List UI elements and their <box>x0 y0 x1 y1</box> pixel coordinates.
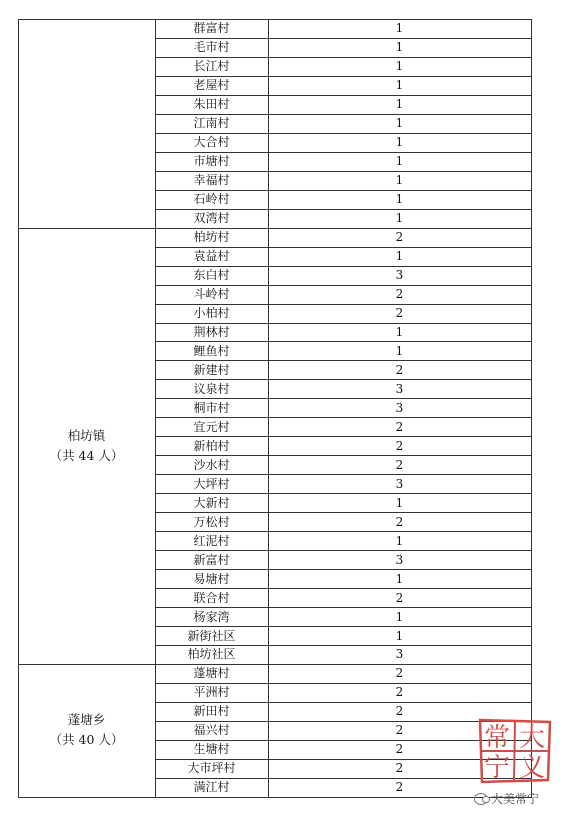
village-name-cell: 小柏村 <box>193 306 230 321</box>
village-name-cell: 大市坪村 <box>187 761 236 776</box>
village-count-cell: 1 <box>395 116 404 131</box>
village-name-cell: 新田村 <box>193 704 230 719</box>
svg-text:大: 大 <box>518 723 546 753</box>
village-count-cell: 2 <box>395 230 404 245</box>
village-name-cell: 易塘村 <box>193 571 230 586</box>
village-count-cell: 2 <box>395 457 404 472</box>
table-border-bottom <box>18 797 532 798</box>
village-name-cell: 石岭村 <box>193 192 230 207</box>
village-count-cell: 2 <box>395 514 404 529</box>
village-count-cell: 1 <box>395 211 404 226</box>
village-name-cell: 长江村 <box>193 59 230 74</box>
village-name-cell: 大合村 <box>193 135 230 150</box>
village-count-cell: 1 <box>395 135 404 150</box>
village-count-cell: 1 <box>395 40 404 55</box>
town-cell <box>18 664 155 797</box>
watermark <box>474 790 539 807</box>
village-count-cell: 1 <box>395 533 404 548</box>
seal-logo <box>474 716 556 786</box>
village-count-cell: 1 <box>395 173 404 188</box>
village-count-cell: 1 <box>395 325 404 339</box>
village-count-cell: 2 <box>395 287 404 302</box>
village-name-cell: 议泉村 <box>193 381 230 396</box>
village-count-cell: 2 <box>395 685 404 700</box>
village-count-cell: 3 <box>395 476 404 491</box>
village-count-cell: 2 <box>395 761 404 776</box>
village-count-cell: 2 <box>395 704 404 719</box>
town-count: （共 44 人） <box>49 447 124 463</box>
village-count-cell: 1 <box>395 249 404 264</box>
village-name-cell: 蓬塘村 <box>193 666 230 681</box>
wechat-icon <box>474 793 488 805</box>
svg-text:常: 常 <box>483 723 511 753</box>
village-count-cell: 1 <box>395 192 404 207</box>
village-name-cell: 红泥村 <box>193 533 230 548</box>
village-name-cell: 福兴村 <box>193 723 230 738</box>
village-count-cell: 1 <box>395 609 404 624</box>
town-cell <box>18 19 155 228</box>
village-name-cell: 平洲村 <box>193 685 230 700</box>
village-count-cell: 3 <box>395 552 404 567</box>
village-count-cell: 2 <box>395 590 404 605</box>
village-name-cell: 幸福村 <box>193 173 230 188</box>
village-name-cell: 袁益村 <box>193 249 230 264</box>
village-count-cell: 1 <box>395 495 404 510</box>
village-name-cell: 鲤鱼村 <box>193 343 230 358</box>
village-name-cell: 宜元村 <box>193 419 230 434</box>
village-count-cell: 2 <box>395 438 404 453</box>
town-name: 柏坊镇 <box>67 427 106 443</box>
town-count: （共 40 人） <box>49 732 124 748</box>
village-name-cell: 老屋村 <box>193 78 230 93</box>
village-count-cell: 2 <box>395 666 404 681</box>
village-name-cell: 满江村 <box>193 780 230 795</box>
village-count-cell: 1 <box>395 154 404 169</box>
village-name-cell: 新富村 <box>193 552 230 567</box>
village-count-cell: 3 <box>395 268 404 283</box>
village-name-cell: 荆林村 <box>193 325 230 339</box>
village-name-cell: 新街社区 <box>187 628 236 643</box>
village-name-cell: 双湾村 <box>193 211 230 226</box>
village-count-cell: 2 <box>395 362 404 377</box>
village-count-cell: 1 <box>395 97 404 112</box>
table-border-right <box>531 19 532 797</box>
village-name-cell: 市塘村 <box>193 154 230 169</box>
village-name-cell: 群富村 <box>193 21 230 36</box>
village-count-cell: 1 <box>395 78 404 93</box>
village-name-cell: 杨家湾 <box>193 609 230 624</box>
village-name-cell: 沙水村 <box>193 457 230 472</box>
village-count-cell: 1 <box>395 571 404 586</box>
village-name-cell: 江南村 <box>193 116 230 131</box>
village-name-cell: 新建村 <box>193 362 230 377</box>
seal-icon <box>474 716 556 786</box>
village-name-cell: 万松村 <box>193 514 230 529</box>
village-name-cell: 大坪村 <box>193 476 230 491</box>
village-name-cell: 联合村 <box>193 590 230 605</box>
village-name-cell: 斗岭村 <box>193 287 230 302</box>
village-name-cell: 毛市村 <box>193 40 230 55</box>
village-count-cell: 1 <box>395 21 404 36</box>
village-count-cell: 2 <box>395 723 404 738</box>
watermark-text: 大美常宁 <box>491 792 540 806</box>
village-count-cell: 2 <box>395 780 404 795</box>
village-name-cell: 生塘村 <box>193 742 230 757</box>
village-name-cell: 新柏村 <box>193 438 230 453</box>
village-count-cell: 3 <box>395 381 404 396</box>
village-name-cell: 东白村 <box>193 268 230 283</box>
village-count-cell: 1 <box>395 628 404 643</box>
village-count-cell: 3 <box>395 647 404 662</box>
town-name: 蓬塘乡 <box>67 712 106 728</box>
village-count-cell: 1 <box>395 343 404 358</box>
village-count-cell: 1 <box>395 59 404 74</box>
village-name-cell: 桐市村 <box>193 400 230 415</box>
village-name-cell: 朱田村 <box>193 97 230 112</box>
svg-text:宁: 宁 <box>483 753 511 783</box>
village-name-cell: 柏坊社区 <box>187 647 236 662</box>
table-border-top <box>18 19 532 20</box>
town-cell <box>18 228 155 664</box>
village-name-cell: 柏坊村 <box>193 230 230 245</box>
village-name-cell: 大新村 <box>193 495 230 510</box>
village-count-cell: 3 <box>395 400 404 415</box>
village-count-cell: 2 <box>395 306 404 321</box>
svg-text:义: 义 <box>518 753 546 783</box>
village-count-cell: 2 <box>395 419 404 434</box>
village-count-cell: 2 <box>395 742 404 757</box>
